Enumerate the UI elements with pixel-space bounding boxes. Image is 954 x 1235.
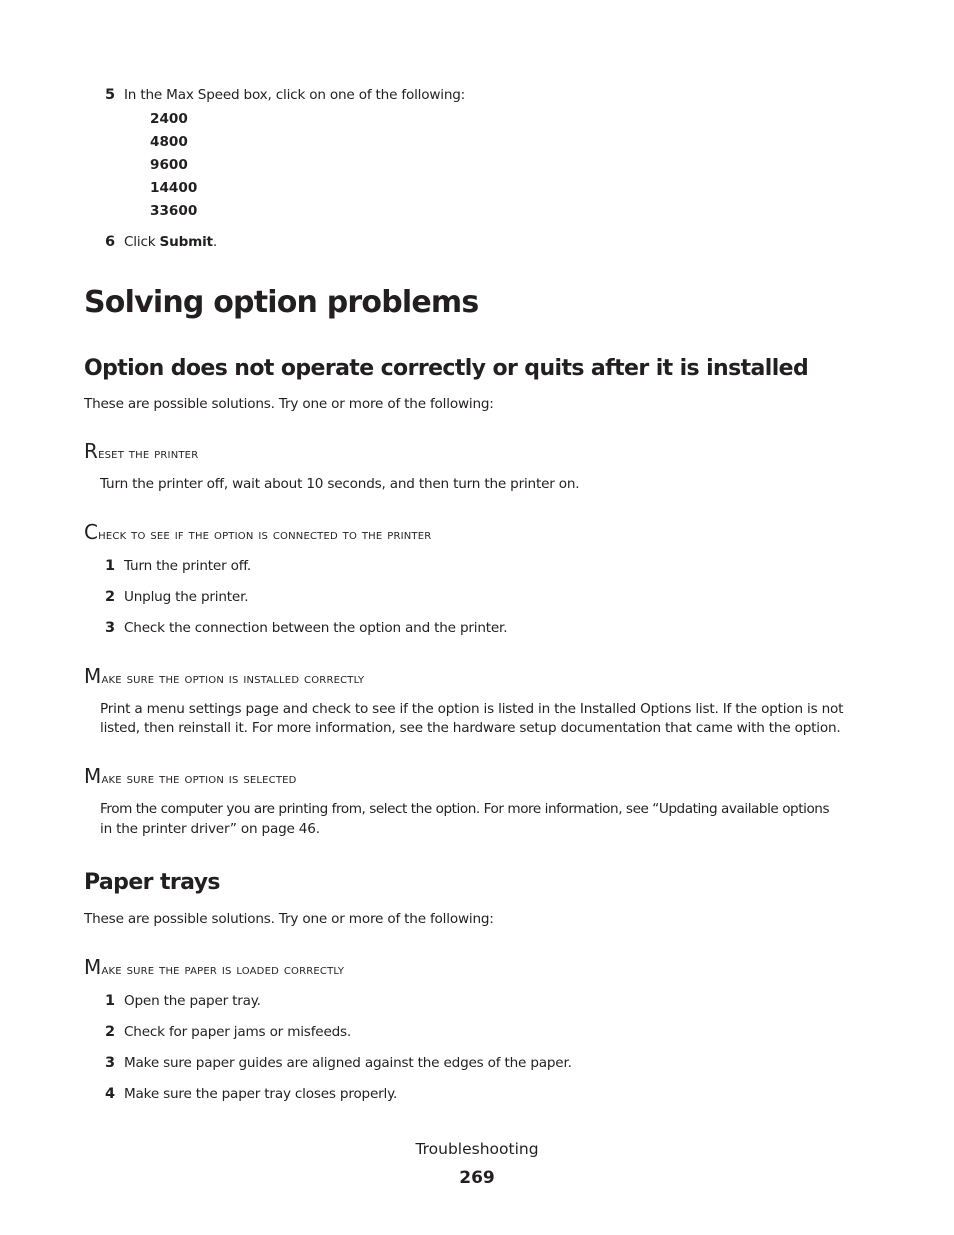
footer-chapter-label: Troubleshooting — [415, 1140, 539, 1158]
max-speed-option: 33600 — [150, 203, 198, 219]
topic-heading: Reset the printer — [84, 439, 199, 463]
step-number: 5 — [105, 87, 116, 103]
step-number: 2 — [105, 1024, 116, 1040]
max-speed-option: 14400 — [150, 180, 198, 196]
step-number: 2 — [105, 589, 116, 605]
topic-heading: Make sure the option is selected — [84, 764, 297, 788]
paragraph-line: Print a menu settings page and check to see if the option is listed in the Installed Options list. If the option is not — [100, 701, 844, 717]
step-number: 1 — [105, 558, 116, 574]
paragraph-line: listed, then reinstall it. For more information, see the hardware setup documentation that came with the option. — [100, 720, 841, 736]
step-number: 6 — [105, 234, 116, 250]
step-text: Make sure paper guides are aligned against the edges of the paper. — [124, 1055, 572, 1071]
step-text: Click Submit. — [124, 234, 217, 250]
step-number: 3 — [105, 620, 116, 636]
paragraph-line: in the printer driver” on page 46. — [100, 821, 320, 837]
step-text: Turn the printer off. — [124, 558, 252, 574]
max-speed-option: 9600 — [150, 157, 188, 173]
max-speed-option: 2400 — [150, 111, 188, 127]
step-text: Check for paper jams or misfeeds. — [124, 1024, 352, 1040]
subsection-heading: Paper trays — [84, 870, 220, 895]
step-text: In the Max Speed box, click on one of the following: — [124, 87, 466, 103]
step-number: 3 — [105, 1055, 116, 1071]
section-title: Solving option problems — [84, 285, 479, 320]
page-number: 269 — [459, 1168, 495, 1188]
step-text: Check the connection between the option and the printer. — [124, 620, 508, 636]
step-number: 1 — [105, 993, 116, 1009]
topic-heading: Check to see if the option is connected to the printer — [84, 520, 432, 544]
topic-heading: Make sure the option is installed correctly — [84, 664, 365, 688]
intro-text: These are possible solutions. Try one or more of the following: — [84, 396, 494, 412]
step-text: Make sure the paper tray closes properly. — [124, 1086, 398, 1102]
paragraph: Turn the printer off, wait about 10 seconds, and then turn the printer on. — [100, 476, 580, 492]
submit-label: Submit — [159, 234, 213, 250]
intro-text: These are possible solutions. Try one or more of the following: — [84, 911, 494, 927]
step-number: 4 — [105, 1086, 116, 1102]
subsection-heading: Option does not operate correctly or quits after it is installed — [84, 356, 809, 381]
step-text: Open the paper tray. — [124, 993, 261, 1009]
max-speed-option: 4800 — [150, 134, 188, 150]
step-text: Unplug the printer. — [124, 589, 249, 605]
paragraph-line: From the computer you are printing from, select the option. For more information, see “Updating available options — [100, 801, 830, 817]
topic-heading: Make sure the paper is loaded correctly — [84, 955, 345, 979]
